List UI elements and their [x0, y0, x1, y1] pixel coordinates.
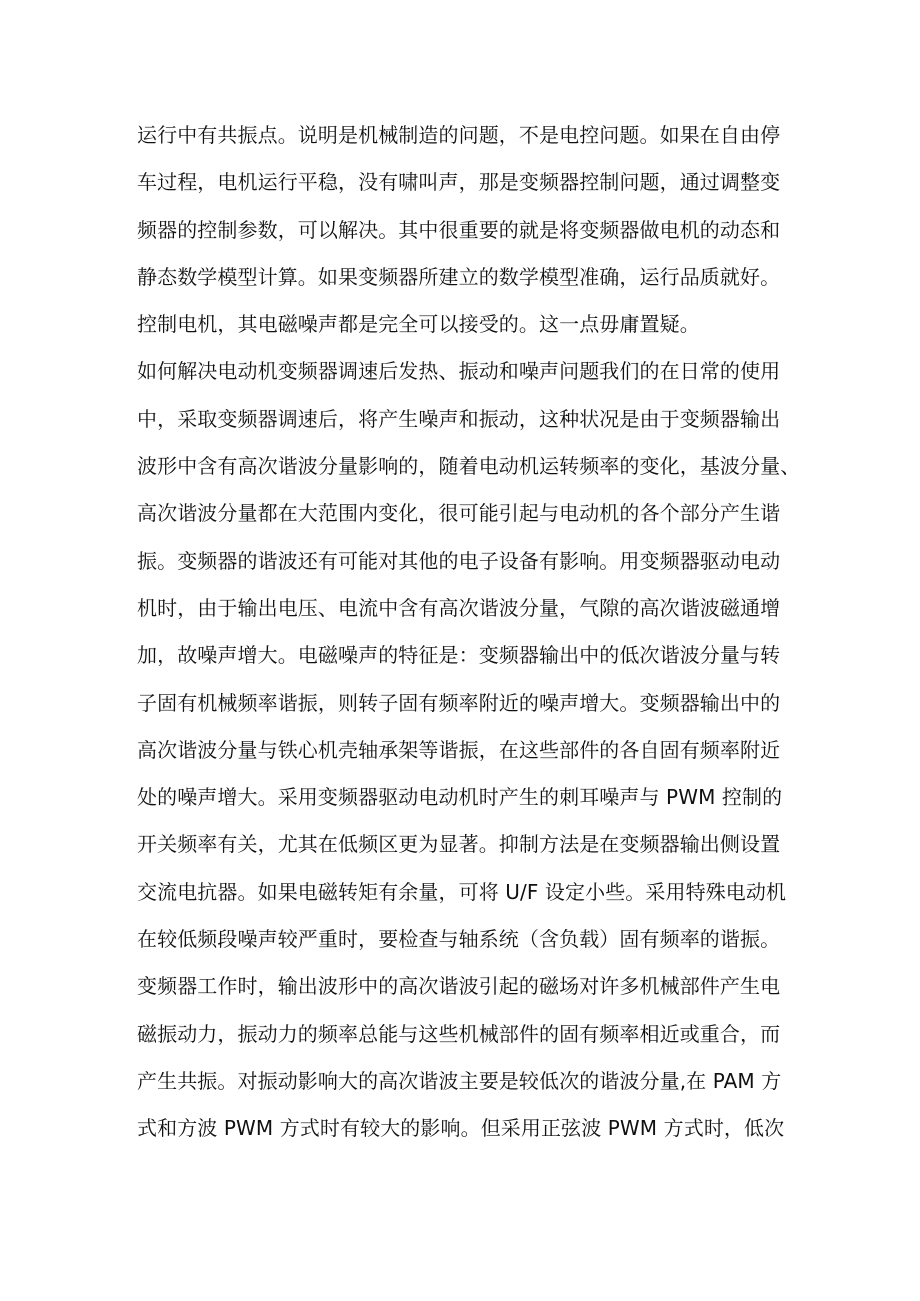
text-line: 中，采取变频器调速后，将产生噪声和振动，这种状况是由于变频器输出 — [137, 406, 781, 431]
text-line: 波形中含有高次谐波分量影响的，随着电动机运转频率的变化，基波分量、 — [137, 454, 801, 479]
text-line: 如何解决电动机变频器调速后发热、振动和噪声问题我们的在日常的使用 — [137, 359, 781, 384]
text-line: 磁振动力，振动力的频率总能与这些机械部件的固有频率相近或重合，而 — [137, 1021, 781, 1046]
text-line: 静态数学模型计算。如果变频器所建立的数学模型准确，运行品质就好。 — [137, 264, 781, 289]
text-line: 交流电抗器。如果电磁转矩有余量，可将 U/F 设定小些。采用特殊电动机 — [137, 879, 787, 904]
text-line: 开关频率有关，尤其在低频区更为显著。抑制方法是在变频器输出侧设置 — [137, 832, 781, 857]
text-line: 机时，由于输出电压、电流中含有高次谐波分量，气隙的高次谐波磁通增 — [137, 595, 781, 620]
text-line: 加，故噪声增大。电磁噪声的特征是：变频器输出中的低次谐波分量与转 — [137, 643, 781, 668]
text-line: 变频器工作时，输出波形中的高次谐波引起的磁场对许多机械部件产生电 — [137, 974, 781, 999]
text-line: 高次谐波分量都在大范围内变化，很可能引起与电动机的各个部分产生谐 — [137, 501, 781, 526]
text-line: 频器的控制参数，可以解决。其中很重要的就是将变频器做电机的动态和 — [137, 217, 781, 242]
body-text — [137, 112, 801, 1153]
text-line: 子固有机械频率谐振，则转子固有频率附近的噪声增大。变频器输出中的 — [137, 690, 781, 715]
text-line: 高次谐波分量与铁心机壳轴承架等谐振，在这些部件的各自固有频率附近 — [137, 737, 781, 762]
text-line: 处的噪声增大。采用变频器驱动电动机时产生的刺耳噪声与 PWM 控制的 — [137, 785, 783, 810]
text-line: 车过程，电机运行平稳，没有啸叫声，那是变频器控制问题，通过调整变 — [137, 170, 781, 195]
text-line: 产生共振。对振动影响大的高次谐波主要是较低次的谐波分量,在 PAM 方 — [137, 1068, 782, 1093]
text-line: 运行中有共振点。说明是机械制造的问题，不是电控问题。如果在自由停 — [137, 123, 781, 147]
text-line: 控制电机，其电磁噪声都是完全可以接受的。这一点毋庸置疑。 — [137, 312, 700, 337]
text-line: 式和方波 PWM 方式时有较大的影响。但采用正弦波 PWM 方式时，低次 — [137, 1116, 785, 1141]
text-line: 振。变频器的谐波还有可能对其他的电子设备有影响。用变频器驱动电动 — [137, 548, 781, 573]
text-line: 在较低频段噪声较严重时，要检查与轴系统（含负载）固有频率的谐振。 — [137, 927, 781, 952]
